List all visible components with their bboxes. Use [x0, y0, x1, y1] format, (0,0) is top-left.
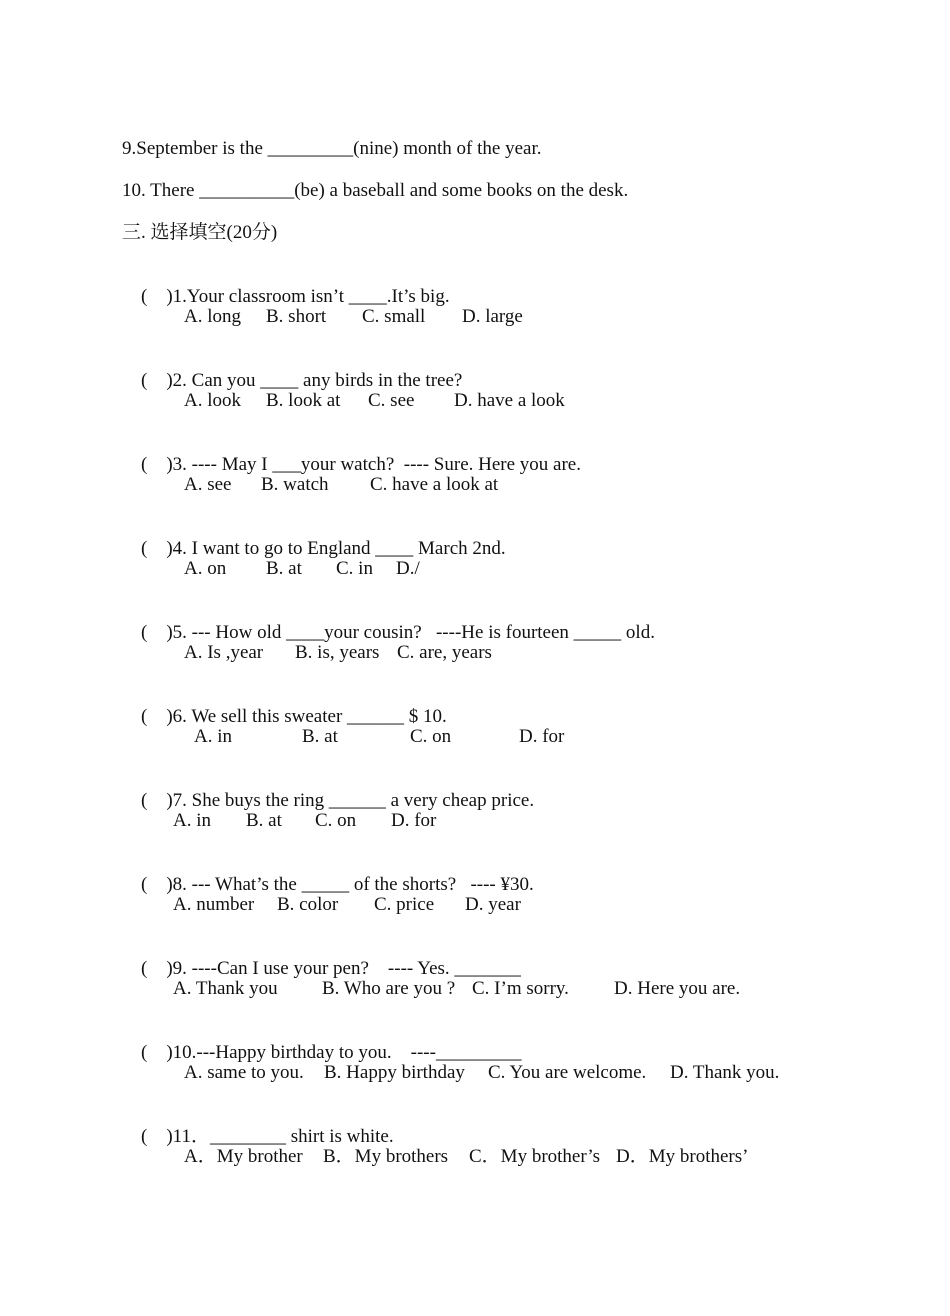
option-c: C．My brother’s — [469, 1146, 601, 1167]
question-text: 3. ---- May I ___your watch? ---- Sure. Here you are. — [172, 454, 581, 475]
fill-blank-10: 10. There __________(be) a baseball and some books on the desk. — [122, 180, 629, 201]
option-c: C. small — [362, 306, 426, 327]
option-d: D. large — [462, 306, 523, 327]
option-d: D．My brothers’ — [616, 1146, 749, 1167]
option-a: A. Is ,year — [184, 642, 264, 663]
option-a: A. same to you. — [184, 1062, 304, 1083]
option-a: A. number — [173, 894, 255, 915]
options-11 — [0, 1146, 749, 1278]
question-text: 8. --- What’s the _____ of the shorts? ---- ¥30. — [172, 874, 534, 895]
option-b: B．My brothers — [323, 1146, 449, 1167]
answer-bracket: ( ) — [141, 1126, 173, 1147]
option-a: A. long — [184, 306, 241, 327]
question-text: 1.Your classroom isn’t ____.It’s big. — [172, 286, 450, 307]
option-c: C. You are welcome. — [488, 1062, 647, 1083]
question-text: 11．________ shirt is white. — [172, 1126, 394, 1147]
option-b: B. at — [246, 810, 282, 831]
answer-bracket: ( ) — [141, 790, 173, 811]
option-c: C. on — [410, 726, 452, 747]
answer-bracket: ( ) — [141, 370, 173, 391]
option-a: A. see — [184, 474, 232, 495]
option-d: D. have a look — [454, 390, 565, 411]
option-c: C. are, years — [397, 642, 492, 663]
option-a: A. on — [184, 558, 227, 579]
option-c: C. in — [336, 558, 373, 579]
answer-bracket: ( ) — [141, 706, 173, 727]
option-b: B. watch — [261, 474, 329, 495]
option-b: B. Happy birthday — [324, 1062, 465, 1083]
option-d: D. year — [465, 894, 521, 915]
option-d: D. Thank you. — [670, 1062, 780, 1083]
question-text: 6. We sell this sweater ______ $ 10. — [172, 706, 447, 727]
option-a: A．My brother — [184, 1146, 303, 1167]
option-a: A. Thank you — [173, 978, 278, 999]
question-text: 2. Can you ____ any birds in the tree? — [172, 370, 463, 391]
answer-bracket: ( ) — [141, 622, 173, 643]
section-title: 三. 选择填空(20分) — [122, 222, 278, 243]
option-b: B. look at — [266, 390, 341, 411]
answer-bracket: ( ) — [141, 874, 173, 895]
answer-bracket: ( ) — [141, 958, 173, 979]
answer-bracket: ( ) — [141, 1042, 173, 1063]
option-c: C. see — [368, 390, 415, 411]
option-b: B. color — [277, 894, 339, 915]
option-c: C. I’m sorry. — [472, 978, 569, 999]
option-c: C. on — [315, 810, 357, 831]
question-text: 9. ----Can I use your pen? ---- Yes. _______ — [172, 958, 521, 979]
answer-bracket: ( ) — [141, 538, 173, 559]
option-a: A. in — [173, 810, 211, 831]
answer-bracket: ( ) — [141, 454, 173, 475]
option-b: B. short — [266, 306, 327, 327]
question-6 — [122, 684, 447, 750]
question-text: 7. She buys the ring ______ a very cheap price. — [172, 790, 535, 811]
option-c: C. have a look at — [370, 474, 499, 495]
option-b: B. at — [266, 558, 302, 579]
option-d: D. Here you are. — [614, 978, 741, 999]
option-a: A. in — [194, 726, 232, 747]
question-text: 10.---Happy birthday to you. ----_________ — [172, 1042, 522, 1063]
answer-bracket: ( ) — [141, 286, 173, 307]
fill-blank-9: 9.September is the _________(nine) month of the year. — [122, 138, 542, 159]
question-text: 4. I want to go to England ____ March 2nd. — [172, 538, 506, 559]
option-b: B. Who are you ? — [322, 978, 456, 999]
option-b: B. at — [302, 726, 338, 747]
option-d: D. for — [391, 810, 437, 831]
option-d: D./ — [396, 558, 420, 579]
option-b: B. is, years — [295, 642, 380, 663]
option-c: C. price — [374, 894, 435, 915]
question-4 — [122, 516, 506, 582]
question-text: 5. --- How old ____your cousin? ----He is fourteen _____ old. — [172, 622, 655, 643]
option-a: A. look — [184, 390, 241, 411]
option-d: D. for — [519, 726, 565, 747]
